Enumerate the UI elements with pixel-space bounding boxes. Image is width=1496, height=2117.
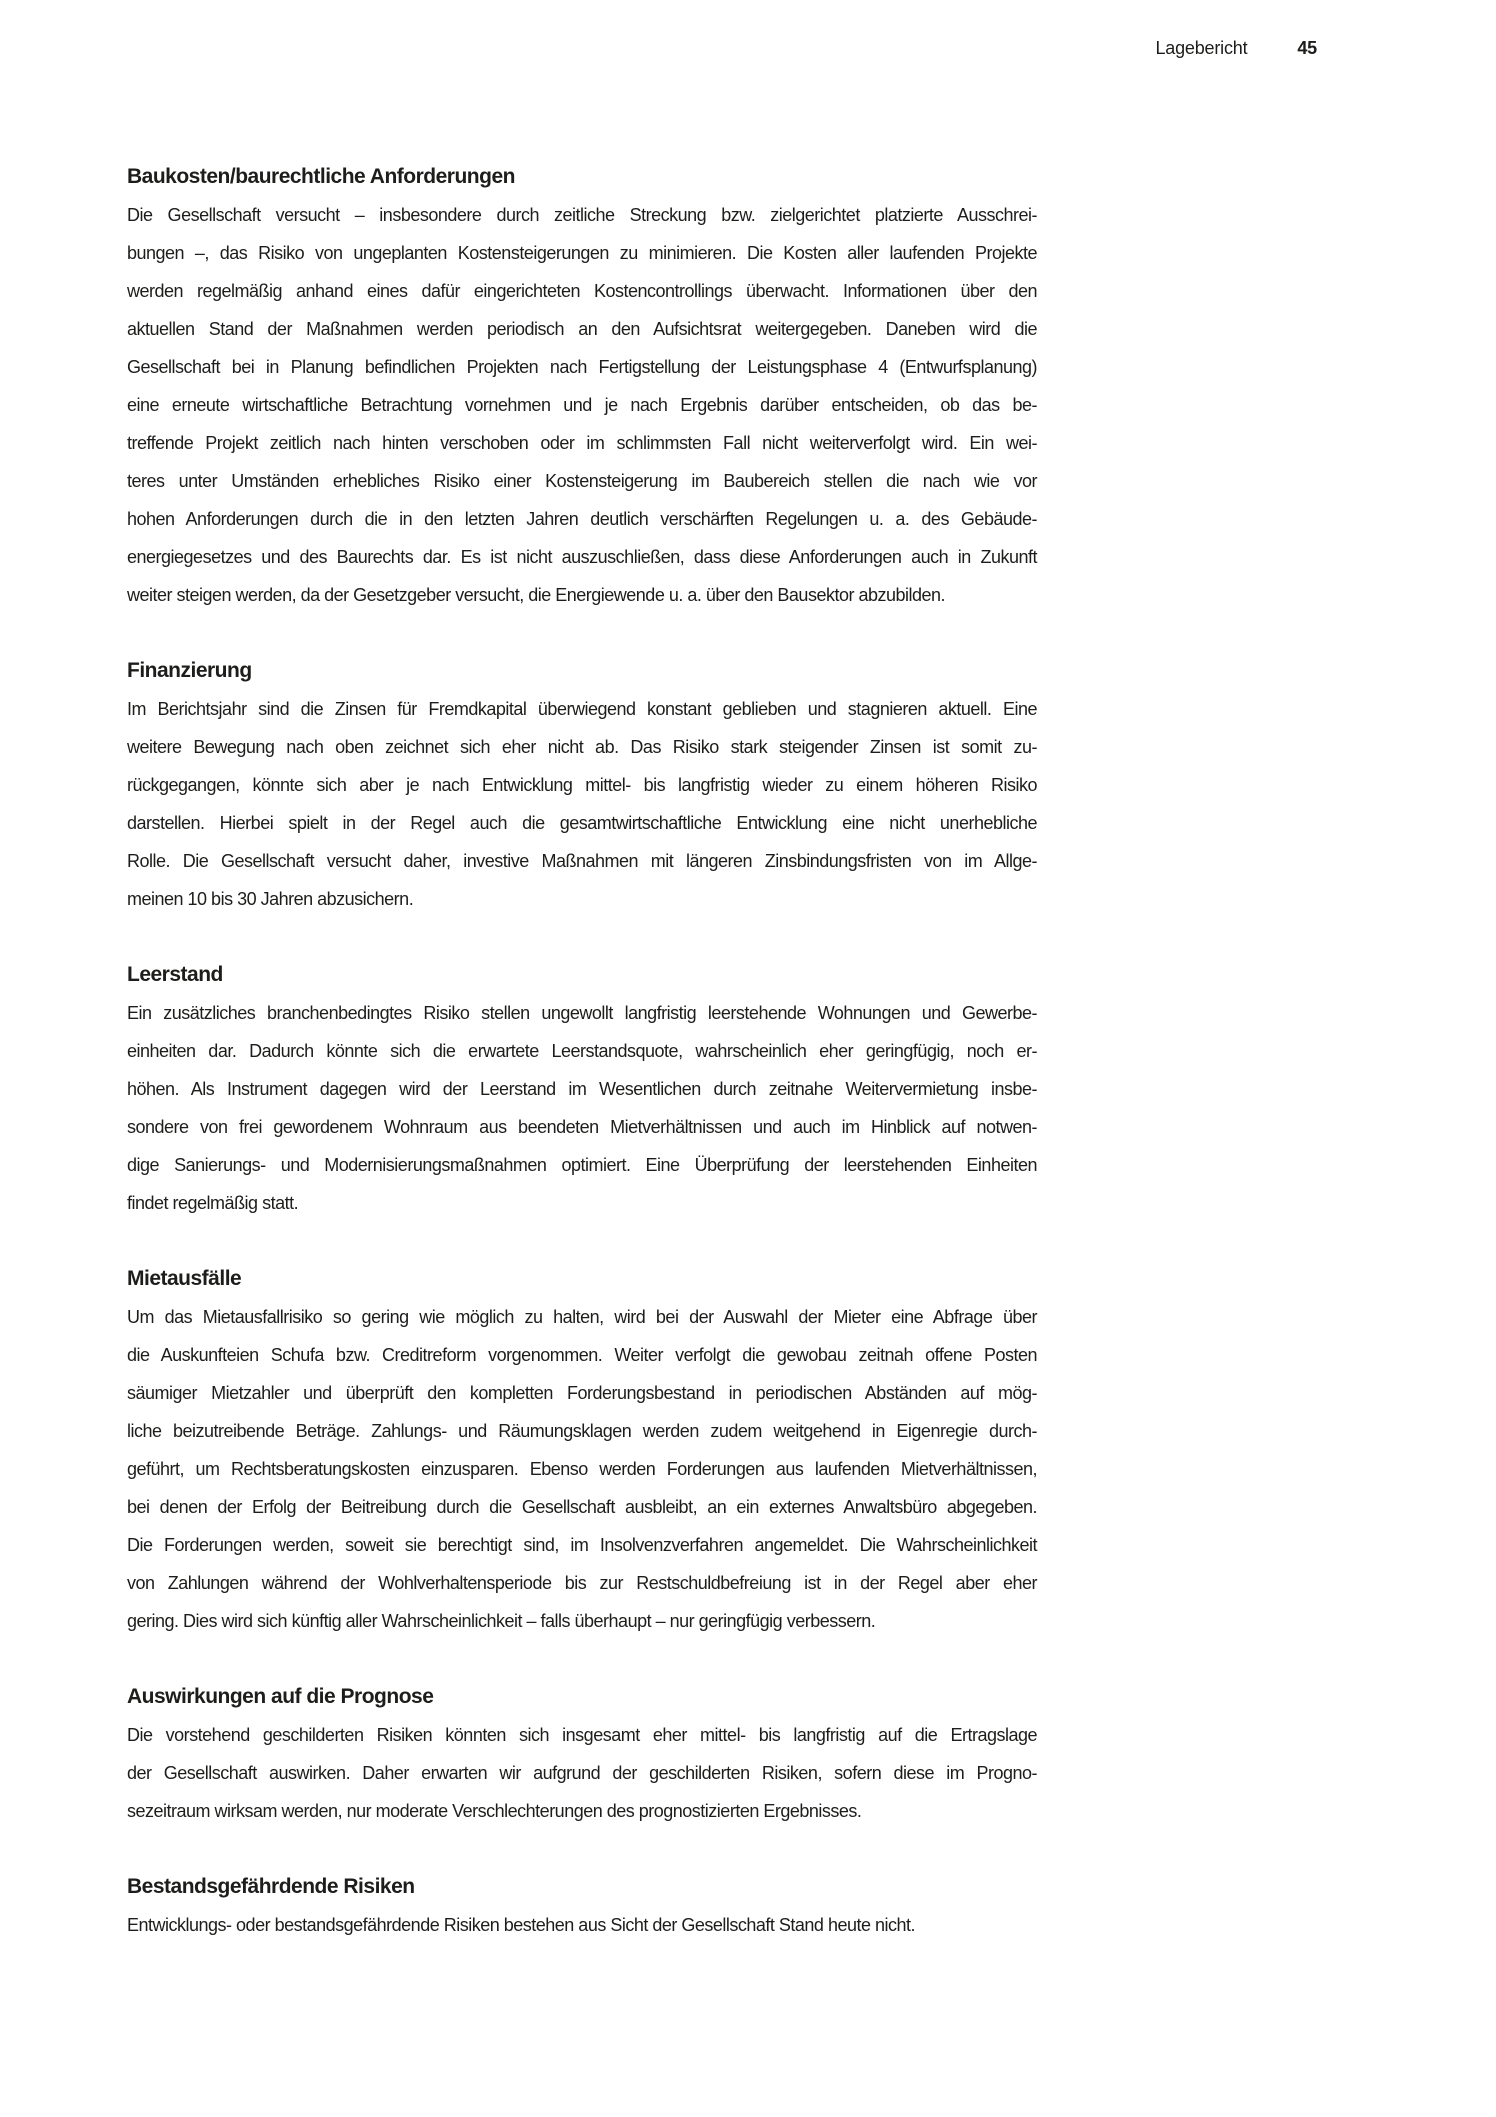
page-header bbox=[127, 36, 1317, 60]
paragraph-line: säumiger Mietzahler und überprüft den kompletten Forderungsbestand in periodischen Abständen auf mög- bbox=[127, 1383, 1037, 1403]
paragraph-line: weitere Bewegung nach oben zeichnet sich eher nicht ab. Das Risiko stark steigender Zinsen ist somit zu- bbox=[127, 737, 1037, 757]
section-baukosten bbox=[127, 158, 1037, 614]
paragraph-line: meinen 10 bis 30 Jahren abzusichern. bbox=[127, 889, 414, 909]
section-heading: Baukosten/baurechtliche Anforderungen bbox=[127, 165, 515, 188]
paragraph-line: der Gesellschaft auswirken. Daher erwarten wir aufgrund der geschilderten Risiken, sofern diese im Progno- bbox=[127, 1763, 1037, 1783]
paragraph-line: rückgegangen, könnte sich aber je nach Entwicklung mittel- bis langfristig wieder zu einem höheren Risiko bbox=[127, 775, 1037, 795]
section-mietausfaelle bbox=[127, 1260, 1037, 1640]
paragraph-line: bei denen der Erfolg der Beitreibung durch die Gesellschaft ausbleibt, an ein externes Anwaltsbüro abgegeben. bbox=[127, 1497, 1037, 1517]
paragraph-line: höhen. Als Instrument dagegen wird der Leerstand im Wesentlichen durch zeitnahe Weitervermietung insbe- bbox=[127, 1079, 1037, 1099]
section-heading: Finanzierung bbox=[127, 659, 252, 682]
header-section-label: Lagebericht bbox=[1155, 38, 1248, 58]
section-prognose bbox=[127, 1678, 1037, 1830]
paragraph-line: bungen –, das Risiko von ungeplanten Kostensteigerungen zu minimieren. Die Kosten aller laufenden Projekte bbox=[127, 243, 1037, 263]
paragraph-line: Die vorstehend geschilderten Risiken könnten sich insgesamt eher mittel- bis langfristig auf die Ertragslage bbox=[127, 1725, 1037, 1745]
paragraph-line: weiter steigen werden, da der Gesetzgeber versucht, die Energiewende u. a. über den Bausektor abzubilden. bbox=[127, 585, 946, 605]
section-finanzierung bbox=[127, 652, 1037, 918]
paragraph-line: darstellen. Hierbei spielt in der Regel auch die gesamtwirtschaftliche Entwicklung eine nicht unerhebliche bbox=[127, 813, 1037, 833]
section-heading: Bestandsgefährdende Risiken bbox=[127, 1875, 415, 1898]
paragraph-line: einheiten dar. Dadurch könnte sich die erwartete Leerstandsquote, wahrscheinlich eher geringfügig, noch er- bbox=[127, 1041, 1037, 1061]
paragraph-line: Um das Mietausfallrisiko so gering wie möglich zu halten, wird bei der Auswahl der Mieter eine Abfrage über bbox=[127, 1307, 1037, 1327]
page-number: 45 bbox=[1297, 38, 1317, 58]
paragraph-line: Ein zusätzliches branchenbedingtes Risiko stellen ungewollt langfristig leerstehende Wohnungen und Gewerbe- bbox=[127, 1003, 1037, 1023]
paragraph-line: Die Forderungen werden, soweit sie berechtigt sind, im Insolvenzverfahren angemeldet. Die Wahrscheinlichkeit bbox=[127, 1535, 1037, 1555]
paragraph-line: aktuellen Stand der Maßnahmen werden periodisch an den Aufsichtsrat weitergegeben. Daneben wird die bbox=[127, 319, 1037, 339]
paragraph-line: Die Gesellschaft versucht – insbesondere durch zeitliche Streckung bzw. zielgerichtet platzierte Ausschrei- bbox=[127, 205, 1037, 225]
paragraph-line: sezeitraum wirksam werden, nur moderate Verschlechterungen des prognostizierten Ergebnisses. bbox=[127, 1801, 862, 1821]
paragraph-line: eine erneute wirtschaftliche Betrachtung vornehmen und je nach Ergebnis darüber entscheiden, ob das be- bbox=[127, 395, 1037, 415]
paragraph-line: Entwicklungs- oder bestandsgefährdende Risiken bestehen aus Sicht der Gesellschaft Stand heute nicht. bbox=[127, 1915, 916, 1935]
paragraph-line: Im Berichtsjahr sind die Zinsen für Fremdkapital überwiegend konstant geblieben und stagnieren aktuell. Eine bbox=[127, 699, 1037, 719]
paragraph-line: werden regelmäßig anhand eines dafür eingerichteten Kostencontrollings überwacht. Informationen über den bbox=[127, 281, 1037, 301]
paragraph-line: Rolle. Die Gesellschaft versucht daher, investive Maßnahmen mit längeren Zinsbindungsfristen von im Allge- bbox=[127, 851, 1037, 871]
paragraph-line: geführt, um Rechtsberatungskosten einzusparen. Ebenso werden Forderungen aus laufenden Mietverhältnissen, bbox=[127, 1459, 1037, 1479]
paragraph-line: von Zahlungen während der Wohlverhaltensperiode bis zur Restschuldbefreiung ist in der Regel aber eher bbox=[127, 1573, 1037, 1593]
paragraph-line: sondere von frei gewordenem Wohnraum aus beendeten Mietverhältnissen und auch im Hinblick auf notwen- bbox=[127, 1117, 1037, 1137]
section-bestandsrisiken bbox=[127, 1868, 1037, 1944]
section-heading: Mietausfälle bbox=[127, 1267, 242, 1290]
paragraph-line: energiegesetzes und des Baurechts dar. Es ist nicht auszuschließen, dass diese Anforderungen auch in Zukunft bbox=[127, 547, 1037, 567]
paragraph-line: Gesellschaft bei in Planung befindlichen Projekten nach Fertigstellung der Leistungsphase 4 (Entwurfsplanung) bbox=[127, 357, 1037, 377]
paragraph-line: findet regelmäßig statt. bbox=[127, 1193, 299, 1213]
section-heading: Leerstand bbox=[127, 963, 223, 986]
sections bbox=[127, 158, 1037, 1944]
paragraph-line: treffende Projekt zeitlich nach hinten verschoben oder im schlimmsten Fall nicht weiterverfolgt wird. Ein wei- bbox=[127, 433, 1037, 453]
section-leerstand bbox=[127, 956, 1037, 1222]
paragraph-line: liche beizutreibende Beträge. Zahlungs- und Räumungsklagen werden zudem weitgehend in Eigenregie durch- bbox=[127, 1421, 1037, 1441]
section-heading: Auswirkungen auf die Prognose bbox=[127, 1685, 434, 1708]
paragraph-line: die Auskunfteien Schufa bzw. Creditreform vorgenommen. Weiter verfolgt die gewobau zeitnah offene Posten bbox=[127, 1345, 1037, 1365]
paragraph-line: gering. Dies wird sich künftig aller Wahrscheinlichkeit – falls überhaupt – nur geringfügig verbessern. bbox=[127, 1611, 876, 1631]
paragraph-line: teres unter Umständen erhebliches Risiko einer Kostensteigerung im Baubereich stellen die nach wie vor bbox=[127, 471, 1037, 491]
paragraph-line: dige Sanierungs- und Modernisierungsmaßnahmen optimiert. Eine Überprüfung der leerstehenden Einheiten bbox=[127, 1155, 1037, 1175]
paragraph-line: hohen Anforderungen durch die in den letzten Jahren deutlich verschärften Regelungen u. a. des Gebäude- bbox=[127, 509, 1037, 529]
